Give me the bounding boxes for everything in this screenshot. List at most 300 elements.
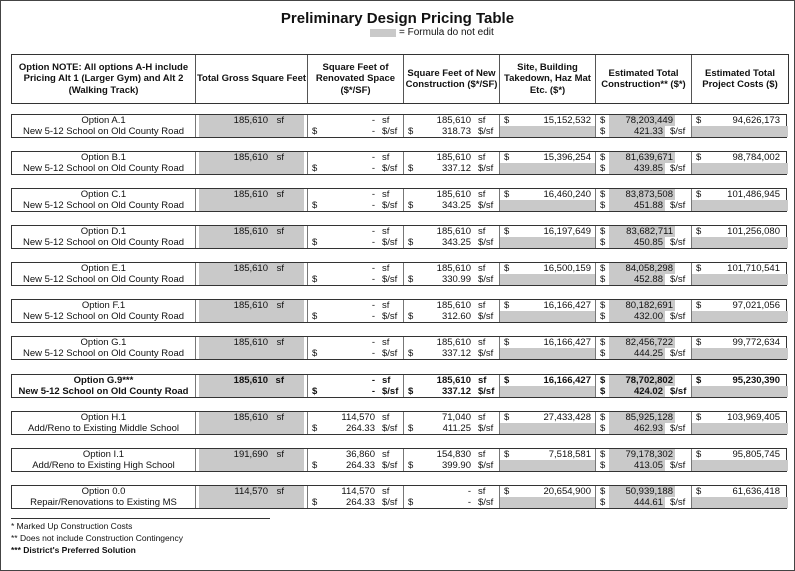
page-title: Preliminary Design Pricing Table [280, 10, 515, 27]
new-construction-cell [404, 337, 500, 359]
gross-sf-cell [196, 486, 308, 508]
unit-psf: $/sf [382, 163, 398, 174]
currency-sign: $ [600, 486, 606, 497]
total-construction-cell [596, 449, 692, 471]
project-cost-cell [692, 375, 788, 397]
total-psf-value: 462.93 [633, 423, 663, 434]
footnote: * Marked Up Construction Costs [11, 521, 133, 531]
currency-sign: $ [408, 163, 414, 174]
site-value: 7,518,581 [548, 449, 591, 460]
renovated-cost-value: - [371, 274, 375, 285]
unit-sf: sf [276, 263, 284, 274]
renovated-sf-value: - [371, 115, 375, 126]
currency-sign: $ [504, 152, 510, 163]
currency-sign: $ [600, 226, 606, 237]
formula-field [500, 126, 595, 137]
renovated-cost-value: - [371, 348, 375, 359]
total-value: 85,925,128 [625, 412, 673, 423]
unit-sf: sf [382, 449, 390, 460]
unit-sf: sf [275, 375, 284, 386]
total-psf-value: 444.61 [633, 497, 663, 508]
gross-sf-cell [196, 115, 308, 137]
currency-sign: $ [312, 274, 318, 285]
unit-sf: sf [478, 226, 486, 237]
option-name: Option H.1 [80, 412, 127, 423]
gross-sf-cell [196, 337, 308, 359]
gross-sf-value: 185,610 [233, 152, 268, 163]
footnotes [11, 520, 183, 556]
formula-field [692, 423, 788, 434]
unit-sf: sf [382, 375, 391, 386]
renovated-cell [308, 337, 404, 359]
formula-field [199, 486, 304, 497]
currency-sign: $ [312, 460, 318, 471]
currency-sign: $ [312, 348, 318, 359]
unit-psf: $/sf [382, 460, 398, 471]
new-sf-value: - [467, 486, 471, 497]
option-description: New 5-12 School on Old County Road [22, 126, 185, 137]
unit-sf: sf [478, 449, 486, 460]
total-psf-value: 421.33 [633, 126, 663, 137]
project-cost-value: 95,805,745 [732, 449, 780, 460]
site-value: 20,654,900 [543, 486, 591, 497]
option-cell [12, 486, 196, 508]
formula-field [692, 348, 788, 359]
total-psf-value: 424.02 [633, 386, 663, 397]
new-sf-value: 71,040 [441, 412, 471, 423]
formula-field [199, 300, 304, 311]
formula-field [199, 348, 304, 359]
renovated-cell [308, 412, 404, 434]
option-name: Option G.9*** [73, 375, 134, 386]
option-name: Option E.1 [81, 263, 126, 274]
renovated-cell [308, 226, 404, 248]
new-sf-value: 185,610 [436, 375, 471, 386]
total-construction-cell [596, 263, 692, 285]
new-sf-value: 185,610 [436, 337, 471, 348]
gross-sf-value: 114,570 [234, 486, 268, 497]
gross-sf-cell [196, 226, 308, 248]
currency-sign: $ [600, 412, 606, 423]
project-cost-value: 98,784,002 [732, 152, 780, 163]
new-construction-cell [404, 300, 500, 322]
currency-sign: $ [408, 126, 414, 137]
currency-sign: $ [504, 375, 510, 386]
unit-psf: $/sf [478, 126, 494, 137]
formula-field [199, 497, 304, 508]
currency-sign: $ [312, 126, 318, 137]
renovated-cost-value: - [371, 311, 375, 322]
currency-sign: $ [312, 163, 318, 174]
unit-psf: $/sf [382, 348, 398, 359]
header-site: Site, Building Takedown, Haz Mat Etc. ($*) [500, 55, 596, 103]
unit-sf: sf [276, 226, 284, 237]
renovated-cell [308, 375, 404, 397]
currency-sign: $ [504, 300, 510, 311]
unit-sf: sf [478, 263, 486, 274]
currency-sign: $ [600, 274, 606, 285]
currency-sign: $ [600, 311, 606, 322]
currency-sign: $ [504, 226, 510, 237]
formula-field [692, 460, 788, 471]
formula-field [199, 274, 304, 285]
site-cell [500, 189, 596, 211]
unit-sf: sf [478, 300, 486, 311]
table-row [11, 151, 787, 175]
header-total-construction: Estimated Total Construction** ($*) [596, 55, 692, 103]
option-cell [12, 189, 196, 211]
formula-field [199, 115, 304, 126]
currency-sign: $ [504, 263, 510, 274]
currency-sign: $ [504, 337, 510, 348]
currency-sign: $ [504, 486, 510, 497]
formula-field [692, 497, 788, 508]
formula-field [692, 237, 788, 248]
renovated-sf-value: - [371, 300, 375, 311]
total-value: 78,203,449 [625, 115, 673, 126]
unit-sf: sf [478, 189, 486, 200]
formula-field [500, 460, 595, 471]
project-cost-cell [692, 226, 788, 248]
new-construction-cell [404, 115, 500, 137]
currency-sign: $ [696, 300, 702, 311]
new-sf-value: 185,610 [436, 115, 471, 126]
new-construction-cell [404, 375, 500, 397]
formula-field [199, 226, 304, 237]
legend-text: = Formula do not edit [399, 27, 494, 38]
currency-sign: $ [696, 226, 702, 237]
project-cost-value: 101,486,945 [727, 189, 780, 200]
option-name: Option D.1 [80, 226, 127, 237]
currency-sign: $ [408, 311, 414, 322]
unit-psf: $/sf [670, 386, 687, 397]
formula-field [692, 163, 788, 174]
currency-sign: $ [600, 237, 606, 248]
currency-sign: $ [312, 311, 318, 322]
renovated-sf-value: - [371, 263, 375, 274]
currency-sign: $ [600, 337, 606, 348]
renovated-cost-value: - [371, 237, 375, 248]
renovated-sf-value: - [371, 189, 375, 200]
project-cost-cell [692, 115, 788, 137]
option-name: Option I.1 [82, 449, 125, 460]
currency-sign: $ [600, 163, 606, 174]
formula-field [692, 126, 788, 137]
total-construction-cell [596, 226, 692, 248]
formula-field [500, 200, 595, 211]
new-sf-value: 185,610 [436, 226, 471, 237]
gross-sf-cell [196, 263, 308, 285]
option-cell [12, 300, 196, 322]
currency-sign: $ [408, 386, 414, 397]
currency-sign: $ [696, 449, 702, 460]
option-cell [12, 226, 196, 248]
option-cell [12, 115, 196, 137]
unit-sf: sf [478, 412, 486, 423]
total-psf-value: 432.00 [633, 311, 663, 322]
site-cell [500, 226, 596, 248]
option-description: New 5-12 School on Old County Road [22, 274, 185, 285]
unit-sf: sf [382, 263, 390, 274]
currency-sign: $ [600, 300, 606, 311]
formula-field [199, 337, 304, 348]
option-description: Repair/Renovations to Existing MS [30, 497, 177, 508]
renovated-cell [308, 486, 404, 508]
currency-sign: $ [408, 423, 414, 434]
unit-psf: $/sf [382, 274, 398, 285]
unit-sf: sf [276, 449, 284, 460]
option-description: New 5-12 School on Old County Road [22, 237, 185, 248]
unit-psf: $/sf [382, 237, 398, 248]
project-cost-cell [692, 263, 788, 285]
unit-psf: $/sf [382, 311, 398, 322]
currency-sign: $ [312, 200, 318, 211]
new-sf-value: 185,610 [436, 189, 471, 200]
site-value: 16,500,159 [543, 263, 591, 274]
currency-sign: $ [312, 423, 318, 434]
formula-field [692, 200, 788, 211]
header-new-construction: Square Feet of New Construction ($*/SF) [404, 55, 500, 103]
project-cost-value: 101,710,541 [727, 263, 780, 274]
unit-sf: sf [478, 337, 486, 348]
site-value: 16,166,427 [543, 300, 591, 311]
site-cell [500, 486, 596, 508]
header-gross-sf: Total Gross Square Feet [196, 55, 308, 103]
formula-field [199, 126, 304, 137]
project-cost-cell [692, 486, 788, 508]
unit-sf: sf [382, 189, 390, 200]
unit-psf: $/sf [382, 423, 398, 434]
footnote: *** District's Preferred Solution [11, 545, 136, 555]
gross-sf-cell [196, 449, 308, 471]
currency-sign: $ [312, 497, 318, 508]
renovated-cell [308, 152, 404, 174]
total-value: 78,702,802 [625, 375, 673, 386]
new-cost-value: 343.25 [441, 237, 471, 248]
renovated-cell [308, 115, 404, 137]
total-value: 83,682,711 [626, 226, 673, 237]
project-cost-cell [692, 152, 788, 174]
gross-sf-value: 185,610 [233, 115, 268, 126]
unit-sf: sf [276, 189, 284, 200]
unit-psf: $/sf [670, 237, 686, 248]
option-description: New 5-12 School on Old County Road [22, 311, 185, 322]
unit-sf: sf [478, 486, 486, 497]
table-row [11, 114, 787, 138]
formula-swatch [370, 29, 396, 37]
project-cost-cell [692, 189, 788, 211]
site-cell [500, 449, 596, 471]
project-cost-value: 94,626,173 [732, 115, 780, 126]
unit-sf: sf [382, 226, 390, 237]
currency-sign: $ [696, 115, 702, 126]
formula-field [199, 412, 304, 423]
formula-field [199, 263, 304, 274]
formula-field [692, 311, 788, 322]
unit-psf: $/sf [478, 497, 494, 508]
option-name: Option C.1 [80, 189, 127, 200]
option-description: New 5-12 School on Old County Road [18, 386, 189, 397]
table-row [11, 448, 787, 472]
new-cost-value: 343.25 [441, 200, 471, 211]
formula-field [500, 497, 595, 508]
site-cell [500, 300, 596, 322]
currency-sign: $ [696, 486, 702, 497]
currency-sign: $ [600, 200, 606, 211]
renovated-cell [308, 189, 404, 211]
total-value: 83,873,508 [625, 189, 673, 200]
unit-psf: $/sf [382, 497, 398, 508]
total-construction-cell [596, 115, 692, 137]
gross-sf-value: 185,610 [233, 337, 268, 348]
unit-sf: sf [276, 115, 284, 126]
project-cost-value: 95,230,390 [732, 375, 780, 386]
footnote: ** Does not include Construction Contingency [11, 533, 183, 543]
new-cost-value: 312.60 [441, 311, 471, 322]
renovated-cell [308, 300, 404, 322]
renovated-cost-value: - [371, 163, 375, 174]
unit-psf: $/sf [382, 386, 399, 397]
unit-psf: $/sf [670, 163, 686, 174]
currency-sign: $ [600, 423, 606, 434]
table-header [11, 54, 789, 104]
renovated-cell [308, 263, 404, 285]
currency-sign: $ [408, 497, 414, 508]
unit-sf: sf [276, 337, 284, 348]
formula-field [199, 311, 304, 322]
renovated-cost-value: - [371, 126, 375, 137]
option-cell [12, 263, 196, 285]
new-cost-value: - [467, 497, 471, 508]
unit-psf: $/sf [670, 423, 686, 434]
currency-sign: $ [600, 460, 606, 471]
currency-sign: $ [696, 189, 702, 200]
gross-sf-value: 185,610 [233, 189, 268, 200]
new-sf-value: 185,610 [436, 263, 471, 274]
renovated-cost-value: 264.33 [345, 423, 375, 434]
option-description: New 5-12 School on Old County Road [22, 200, 185, 211]
project-cost-cell [692, 300, 788, 322]
total-psf-value: 450.85 [633, 237, 663, 248]
unit-psf: $/sf [478, 348, 494, 359]
unit-sf: sf [382, 300, 390, 311]
formula-field [500, 274, 595, 285]
option-name: Option A.1 [81, 115, 126, 126]
unit-sf: sf [382, 152, 390, 163]
project-cost-cell [692, 337, 788, 359]
project-cost-value: 61,636,418 [732, 486, 780, 497]
currency-sign: $ [408, 348, 414, 359]
new-cost-value: 337.12 [441, 348, 471, 359]
unit-sf: sf [382, 337, 390, 348]
currency-sign: $ [312, 386, 318, 397]
total-psf-value: 452.88 [633, 274, 663, 285]
unit-sf: sf [276, 300, 284, 311]
project-cost-cell [692, 449, 788, 471]
option-description: New 5-12 School on Old County Road [22, 163, 185, 174]
option-name: Option 0.0 [81, 486, 126, 497]
formula-field [199, 163, 304, 174]
new-construction-cell [404, 263, 500, 285]
site-cell [500, 152, 596, 174]
renovated-cell [308, 449, 404, 471]
total-psf-value: 444.25 [633, 348, 663, 359]
unit-psf: $/sf [670, 126, 686, 137]
gross-sf-value: 185,610 [233, 375, 268, 386]
total-value: 80,182,691 [625, 300, 673, 311]
option-name: Option F.1 [81, 300, 126, 311]
table-row [11, 336, 787, 360]
site-cell [500, 337, 596, 359]
unit-sf: sf [478, 152, 486, 163]
unit-sf: sf [382, 486, 390, 497]
currency-sign: $ [408, 274, 414, 285]
option-description: Add/Reno to Existing High School [32, 460, 175, 471]
project-cost-value: 97,021,056 [732, 300, 780, 311]
total-construction-cell [596, 337, 692, 359]
new-construction-cell [404, 226, 500, 248]
gross-sf-value: 185,610 [233, 263, 268, 274]
currency-sign: $ [696, 337, 702, 348]
new-cost-value: 330.99 [441, 274, 471, 285]
table-row [11, 374, 787, 398]
unit-psf: $/sf [670, 497, 686, 508]
gross-sf-cell [196, 300, 308, 322]
unit-psf: $/sf [670, 274, 686, 285]
total-value: 84,058,298 [625, 263, 673, 274]
unit-psf: $/sf [478, 163, 494, 174]
renovated-cost-value: - [371, 386, 375, 397]
site-value: 27,433,428 [543, 412, 591, 423]
renovated-sf-value: - [371, 226, 375, 237]
new-construction-cell [404, 412, 500, 434]
gross-sf-cell [196, 189, 308, 211]
total-construction-cell [596, 300, 692, 322]
unit-sf: sf [382, 412, 390, 423]
site-value: 15,152,532 [543, 115, 591, 126]
renovated-sf-value: 114,570 [341, 486, 375, 497]
renovated-sf-value: - [371, 337, 375, 348]
project-cost-value: 101,256,080 [727, 226, 780, 237]
formula-field [500, 348, 595, 359]
unit-psf: $/sf [670, 200, 686, 211]
formula-field [199, 237, 304, 248]
unit-sf: sf [276, 412, 284, 423]
unit-psf: $/sf [478, 386, 495, 397]
gross-sf-value: 185,610 [233, 412, 268, 423]
unit-psf: $/sf [670, 348, 686, 359]
total-psf-value: 413.05 [633, 460, 663, 471]
unit-sf: sf [478, 115, 486, 126]
legend [370, 27, 494, 38]
header-option: Option NOTE: All options A-H include Pricing Alt 1 (Larger Gym) and Alt 2 (Walking Track) [12, 55, 196, 103]
currency-sign: $ [600, 115, 606, 126]
unit-psf: $/sf [478, 237, 494, 248]
table-row [11, 485, 787, 509]
gross-sf-value: 185,610 [233, 300, 268, 311]
site-value: 16,166,427 [543, 337, 591, 348]
header-renovated: Square Feet of Renovated Space ($*/SF) [308, 55, 404, 103]
unit-sf: sf [276, 152, 284, 163]
unit-sf: sf [478, 375, 487, 386]
formula-field [199, 386, 304, 397]
formula-field [500, 386, 595, 397]
formula-field [199, 200, 304, 211]
total-construction-cell [596, 412, 692, 434]
site-value: 16,197,649 [543, 226, 591, 237]
total-construction-cell [596, 375, 692, 397]
currency-sign: $ [504, 449, 510, 460]
